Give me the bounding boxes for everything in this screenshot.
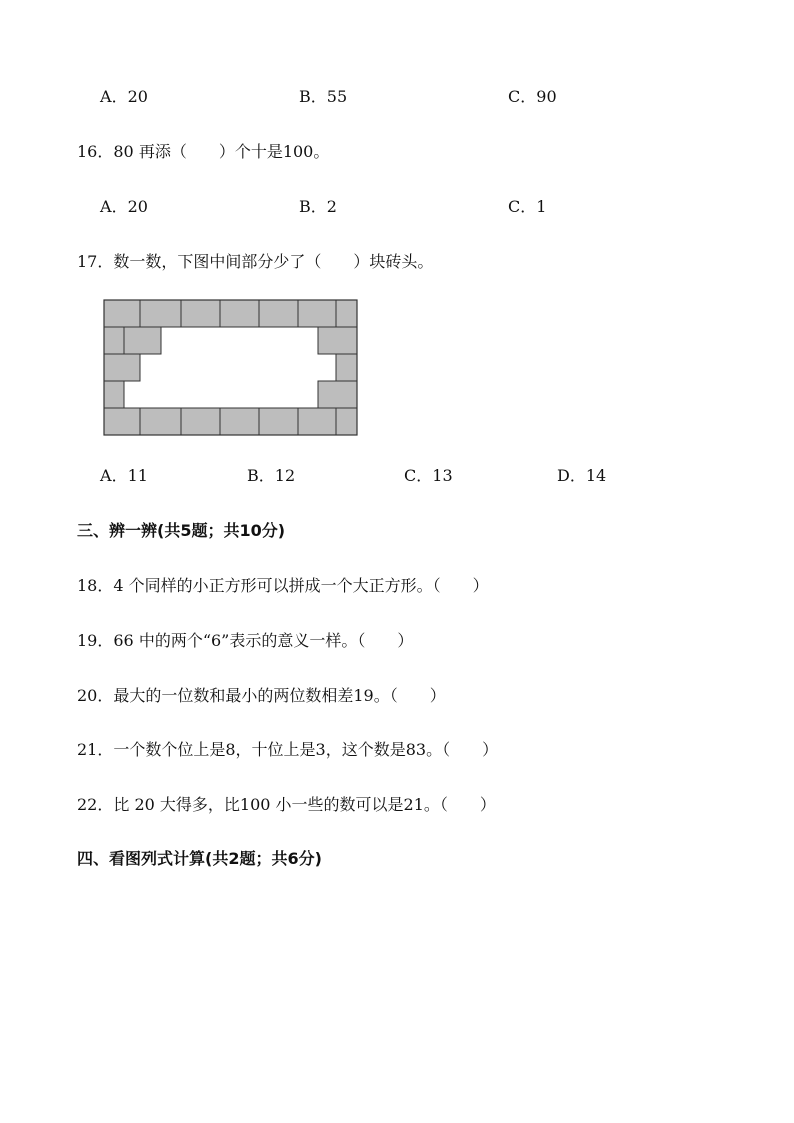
option-text: 20 (127, 197, 148, 216)
q16-option-c: C．1 (508, 197, 547, 216)
option-letter: B (299, 197, 311, 216)
option-text: 55 (326, 87, 348, 106)
option-text: 13 (432, 466, 453, 485)
brick (104, 300, 140, 327)
question-17: 17．数一数，下图中间部分少了（ ）块砖头。 (77, 252, 434, 271)
q17-option-b: B．12 (247, 466, 296, 485)
brick (104, 327, 124, 354)
question-text: 66 中的两个“6”表示的意义一样。（ ） (113, 631, 414, 650)
question-number: 22 (77, 795, 98, 814)
brick (318, 381, 357, 408)
option-text: 12 (274, 466, 296, 485)
option-text: 14 (585, 466, 607, 485)
question-text: 比 20 大得多，比100 小一些的数可以是21。（ ） (113, 795, 496, 814)
question-18: 18．4 个同样的小正方形可以拼成一个大正方形。（ ） (77, 576, 489, 595)
option-text: 11 (127, 466, 148, 485)
brick (104, 381, 124, 408)
option-text: 90 (536, 87, 557, 106)
brick (181, 408, 220, 435)
brick (336, 354, 357, 381)
brick (259, 300, 298, 327)
option-letter: D (557, 466, 570, 485)
question-22: 22．比 20 大得多，比100 小一些的数可以是21。（ ） (77, 795, 496, 814)
brick (298, 408, 336, 435)
question-number: 21 (77, 740, 98, 759)
question-number: 16 (77, 142, 98, 161)
brick (181, 300, 220, 327)
brick (220, 408, 259, 435)
question-text: 数一数，下图中间部分少了（ ）块砖头。 (113, 252, 434, 271)
brick (104, 354, 140, 381)
question-21: 21．一个数个位上是8，十位上是3，这个数是83。（ ） (77, 740, 499, 759)
option-letter: C (508, 87, 521, 106)
section-3-title: 三、辨一辨(共5题；共10分) (77, 521, 286, 540)
brick (140, 300, 181, 327)
section-4-title: 四、看图列式计算(共2题；共6分) (77, 849, 322, 868)
question-number: 20 (77, 686, 98, 705)
q16-option-a: A．20 (100, 197, 148, 216)
brick (104, 408, 140, 435)
question-text: 4 个同样的小正方形可以拼成一个大正方形。（ ） (113, 576, 489, 595)
option-letter: B (299, 87, 311, 106)
brick (298, 300, 336, 327)
option-letter: A (100, 87, 112, 106)
question-text: 80 再添（ ）个十是100。 (113, 142, 330, 161)
question-text: 最大的一位数和最小的两位数相差19。（ ） (113, 686, 446, 705)
question-number: 19 (77, 631, 98, 650)
option-text: 1 (536, 197, 547, 216)
q17-option-d: D．14 (557, 466, 607, 485)
q17-option-a: A．11 (100, 466, 148, 485)
option-letter: B (247, 466, 259, 485)
option-letter: A (100, 197, 112, 216)
brick (220, 300, 259, 327)
brick (124, 327, 161, 354)
option-letter: C (404, 466, 417, 485)
brick (318, 327, 357, 354)
q15-option-b: B．55 (299, 87, 348, 106)
question-20: 20．最大的一位数和最小的两位数相差19。（ ） (77, 686, 446, 705)
brick (140, 408, 181, 435)
q17-option-c: C．13 (404, 466, 453, 485)
q16-option-b: B．2 (299, 197, 337, 216)
q15-option-a: A．20 (100, 87, 148, 106)
question-19: 19．66 中的两个“6”表示的意义一样。（ ） (77, 631, 414, 650)
brick (336, 300, 357, 327)
question-number: 18 (77, 576, 98, 595)
option-letter: A (100, 466, 112, 485)
option-text: 20 (127, 87, 148, 106)
q15-option-c: C．90 (508, 87, 557, 106)
question-16: 16．80 再添（ ）个十是100。 (77, 142, 330, 161)
brick (259, 408, 298, 435)
option-text: 2 (326, 197, 337, 216)
option-letter: C (508, 197, 521, 216)
question-number: 17 (77, 252, 98, 271)
brick (336, 408, 357, 435)
question-text: 一个数个位上是8，十位上是3，这个数是83。（ ） (113, 740, 499, 759)
